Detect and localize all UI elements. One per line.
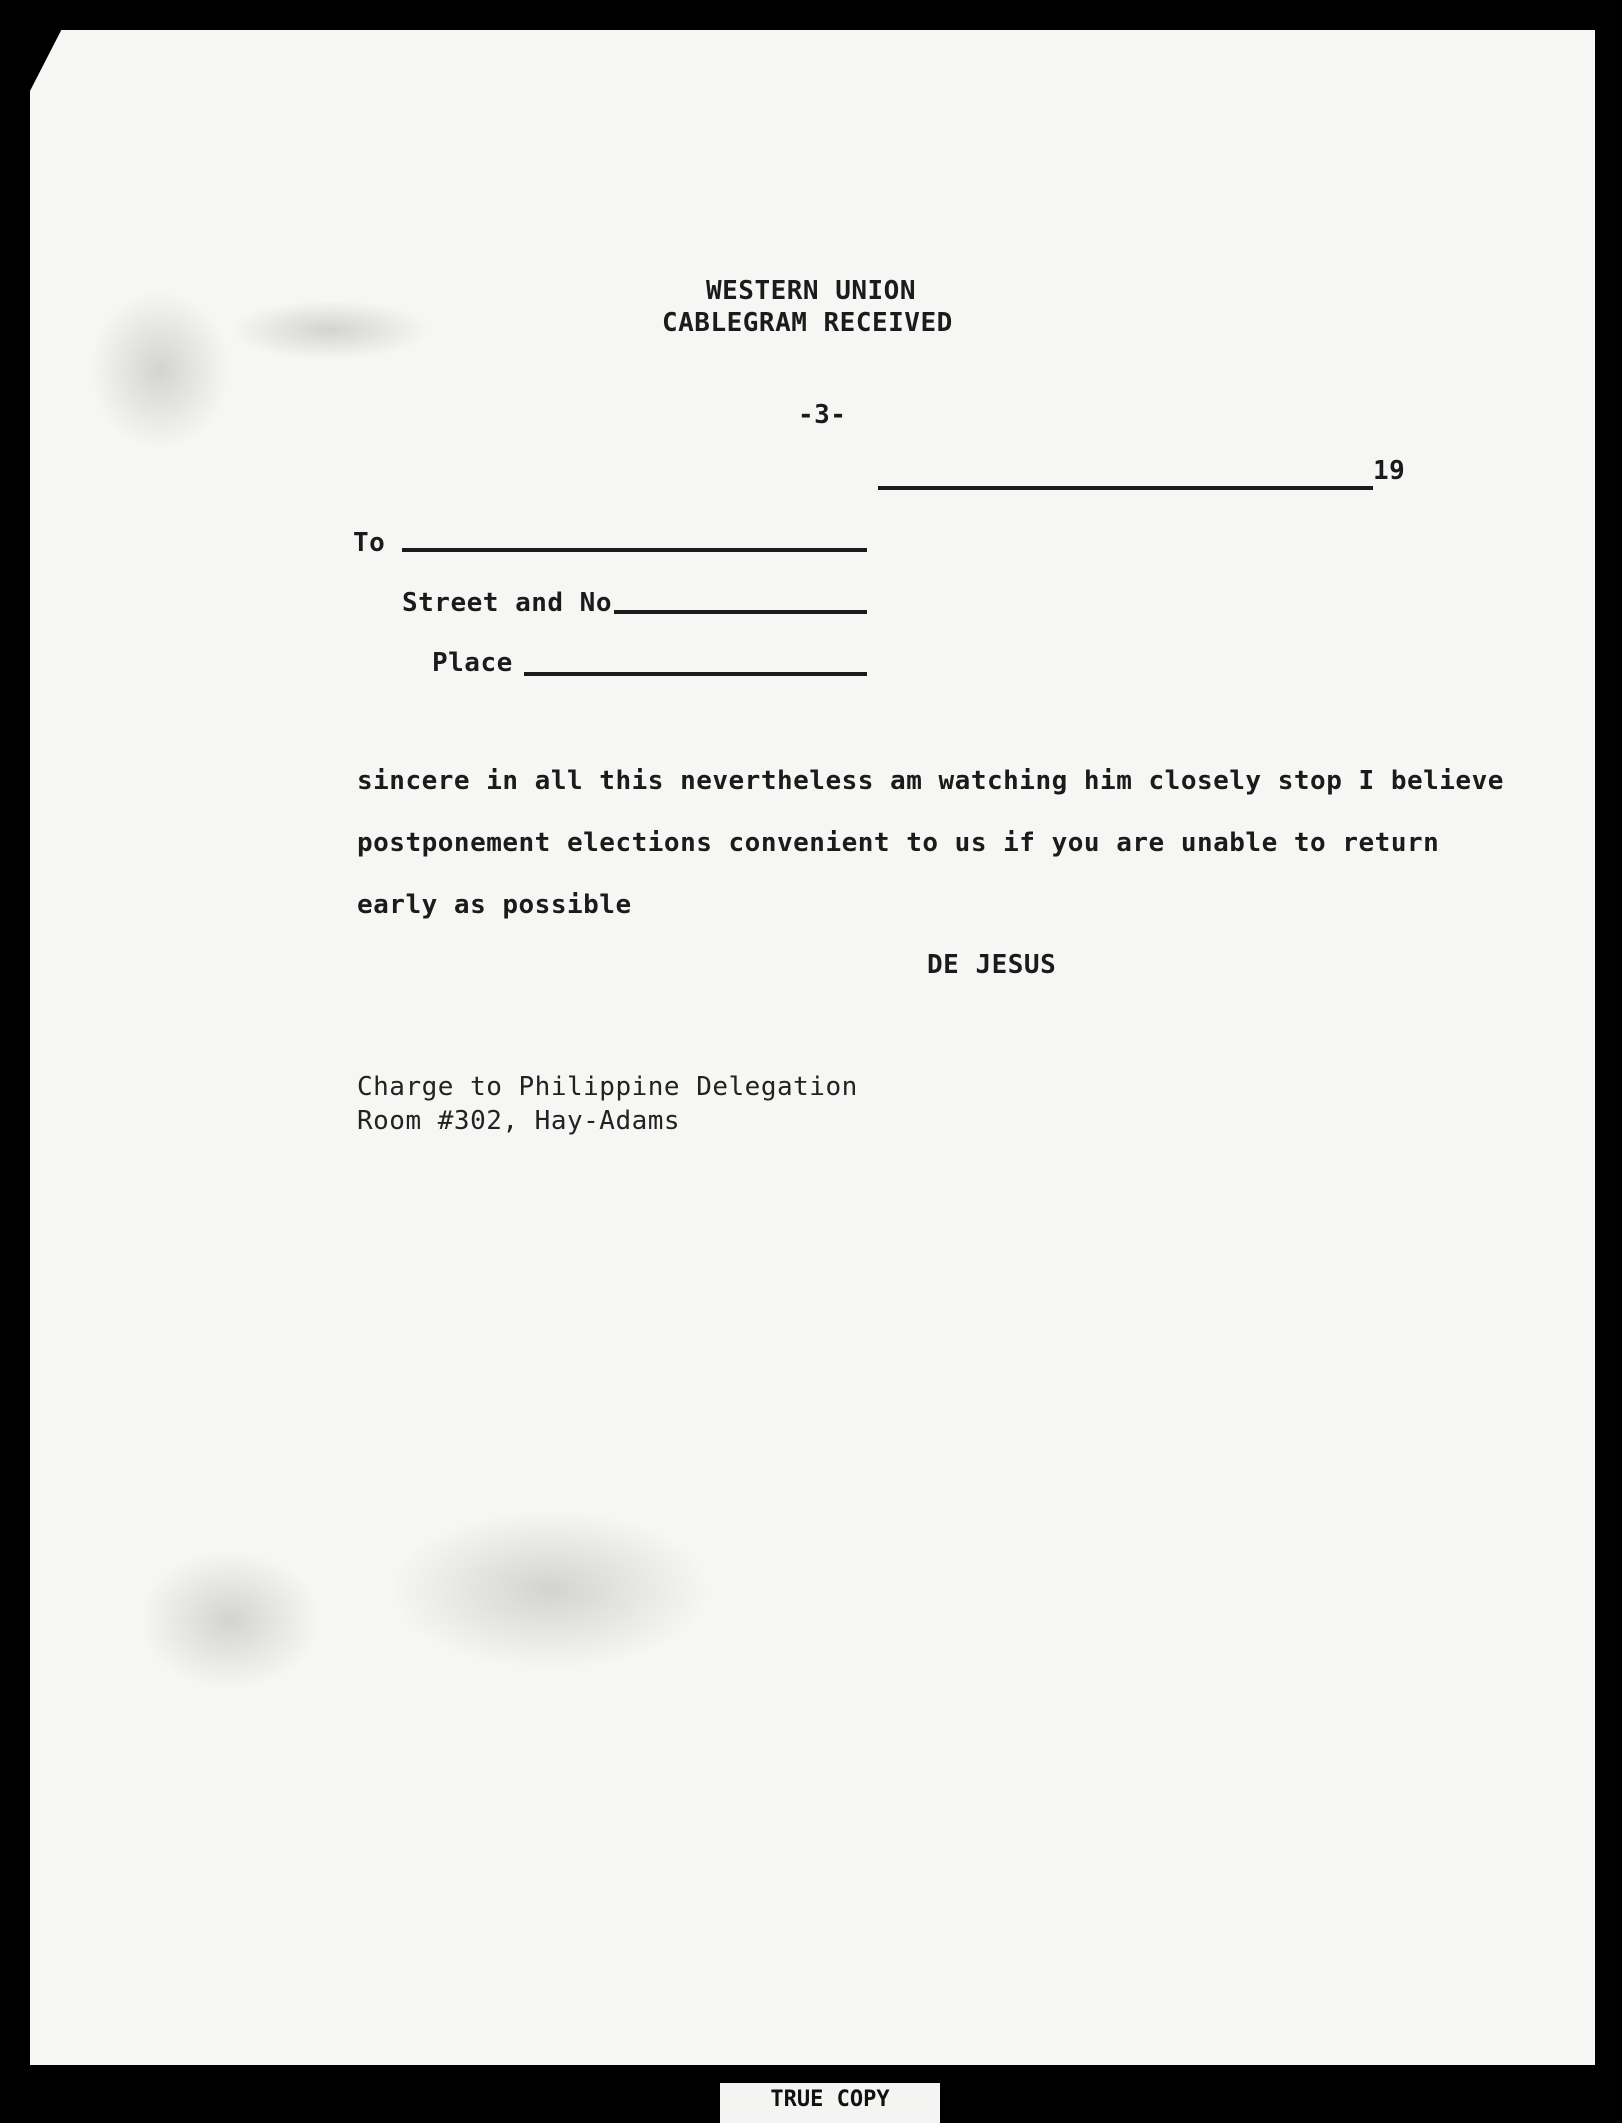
to-line [402,548,867,552]
signature: DE JESUS [927,950,1057,980]
message-line-2: postponement elections convenient to us if you are unable to return [357,828,1440,858]
message-line-1: sincere in all this nevertheless am watching him closely stop I believe [357,766,1504,796]
message-line-3: early as possible [357,890,632,920]
to-label: To [353,528,386,558]
ink-smudge [230,300,430,360]
billing-line-2: Room #302, Hay-Adams [357,1106,681,1136]
page-number: -3- [798,400,847,430]
date-line [878,486,1373,490]
billing-line-1: Charge to Philippine Delegation [357,1072,858,1102]
true-copy-stamp: TRUE COPY [720,2083,940,2123]
street-line [614,610,867,614]
place-label: Place [432,648,513,678]
ink-smudge [90,290,230,450]
company-heading: WESTERN UNION [706,276,916,306]
place-line [524,672,867,676]
ink-smudge [390,1510,710,1670]
form-type-heading: CABLEGRAM RECEIVED [662,308,953,338]
ink-smudge [140,1550,320,1690]
year-prefix: 19 [1373,456,1406,486]
street-label: Street and No [402,588,612,618]
